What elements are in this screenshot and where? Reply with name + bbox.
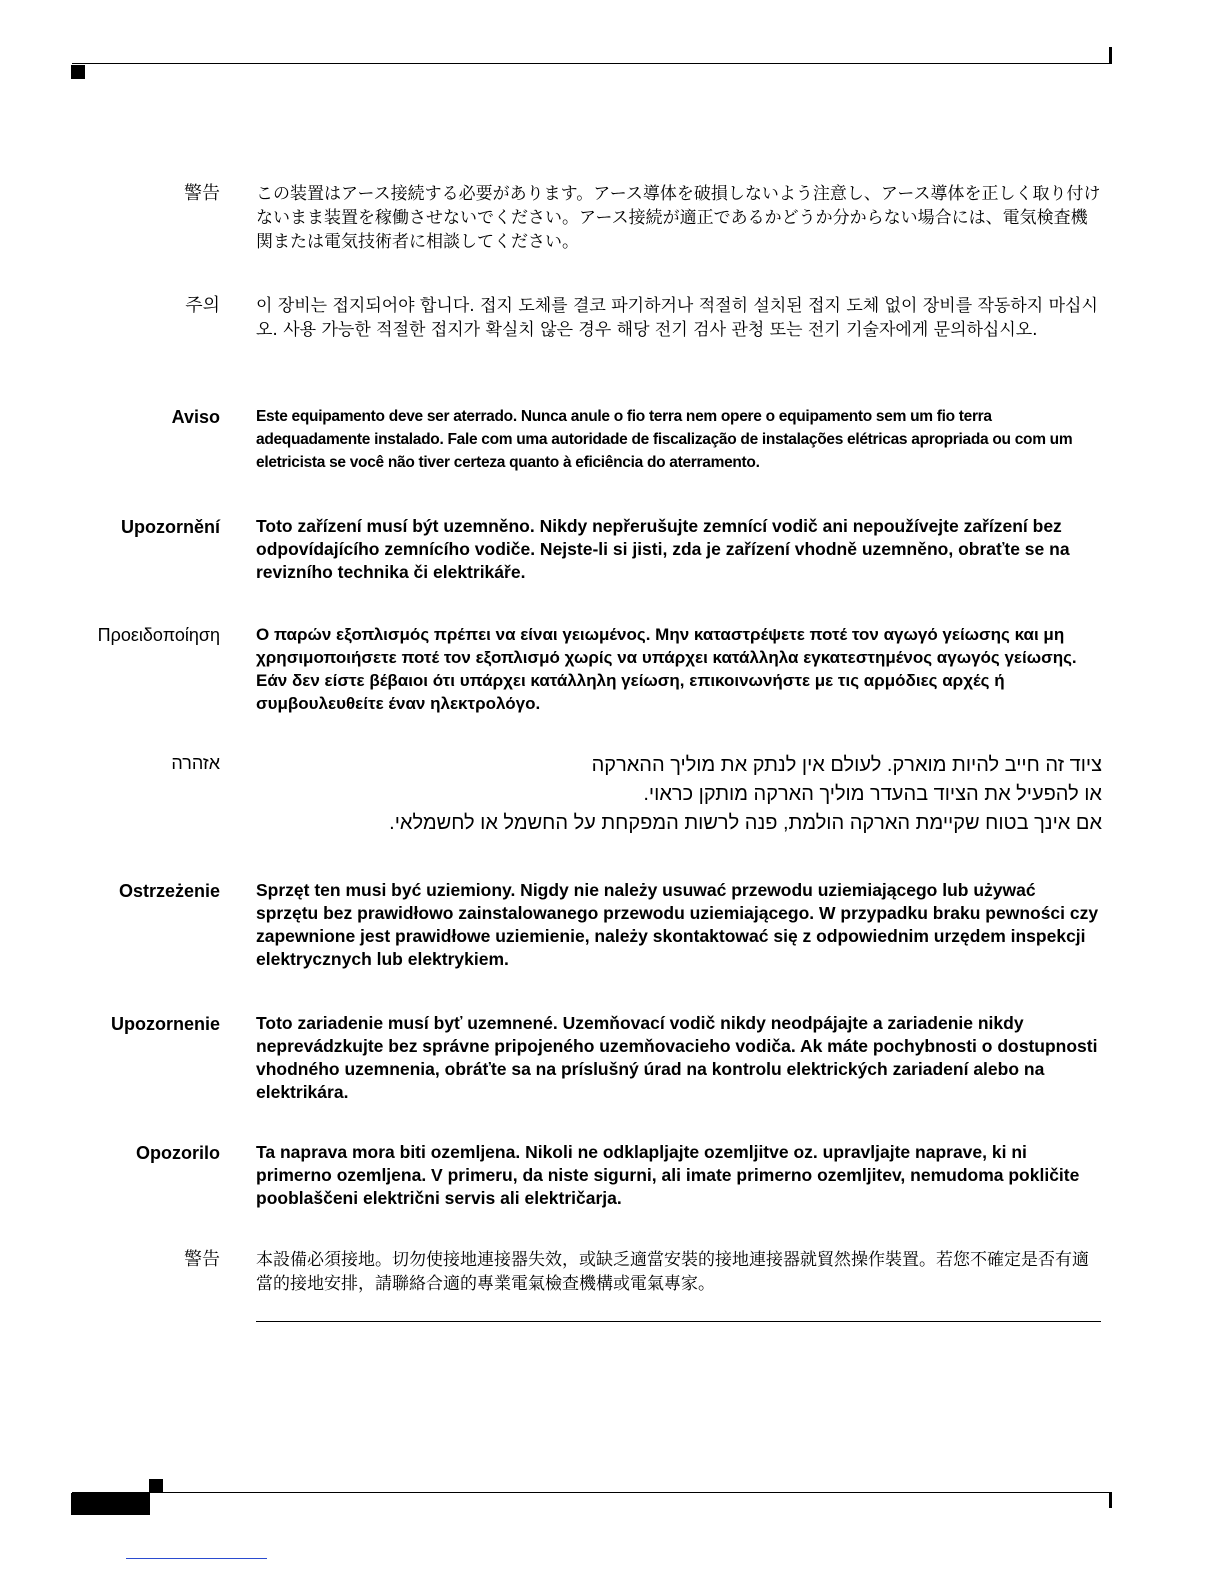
warning-slovenian (0, 1141, 1224, 1211)
warning-text: Toto zařízení musí být uzemněno. Nikdy nepřerušujte zemnící vodič ani nepoužívejte zařízení bez odpovídajícího zemnícího vodiče. Nejste-li si jisti, zda je zařízení vhodně uzemněno, obraťte se na revizního technika či elektrikáře. (256, 516, 1070, 582)
header-marker (71, 65, 85, 79)
warning-label: Upozornenie (110, 1014, 220, 1034)
warning-text-line: ציוד זה חייב להיות מוארק. לעולם אין לנתק את מוליך ההארקה (591, 754, 1102, 776)
footer-rule (72, 1492, 1112, 1493)
warning-label: Ostrzeżenie (118, 881, 220, 901)
warning-text: Sprzęt ten musi być uziemiony. Nigdy nie należy usuwać przewodu uziemiającego lub używać sprzętu bez prawidłowo zainstalowanego przewodu uziemiającego. W przypadku braku pewności czy zapewnione jest prawidłowe uziemienie, należy skontaktować się z odpowiednim urzędem inspekcji elektrycznych lub elektrykiem. (256, 880, 1099, 969)
warning-label: Upozornění (121, 517, 220, 537)
warning-label: 警告 (184, 183, 220, 204)
warning-label: אזהרה (171, 753, 220, 773)
warning-text: この装置はアース接続する必要があります。アース導体を破損しないよう注意し、アース導体を正しく取り付けないまま装置を稼働させないでください。アース接続が適正であるかどうか分からない場合には、電気検査機関または電気技術者に相談してください。 (256, 184, 1101, 252)
warning-label: Aviso (171, 407, 220, 427)
warning-text: Ta naprava mora biti ozemljena. Nikoli ne odklapljajte ozemljitve oz. upravljajte naprave, ki ni primerno ozemljena. V primeru, da niste sigurni, ali imate primerno ozemljitev, nemudoma pokličite pooblaščeni električni servis ali električarja. (256, 1142, 1080, 1208)
warning-text (256, 751, 1102, 838)
warning-text: Ο παρών εξοπλισμός πρέπει να είναι γειωμένος. Μην καταστρέψετε ποτέ τον αγωγό γείωσης και μη χρησιμοποιήσετε ποτέ τον εξοπλισμό χωρίς να υπάρχει κατάλληλα εγκατεστημένος αγωγός γείωσης. Εάν δεν είστε βέβαιοι ότι υπάρχει κατάλληλη γείωση, επικοινωνήστε με τις αρμόδιες αρχές ή συμβουλευθείτε έναν ηλεκτρολόγο. (256, 625, 1077, 713)
warning-portuguese (0, 405, 1224, 474)
warning-hebrew (0, 751, 1224, 842)
warning-korean (0, 294, 1224, 366)
warning-greek (0, 623, 1224, 715)
header-rule (72, 63, 1112, 64)
warning-czech (0, 515, 1224, 585)
footer-link-underline (126, 1558, 267, 1559)
section-end-rule (256, 1321, 1101, 1322)
warning-label: 警告 (184, 1249, 220, 1270)
warning-text: 이 장비는 접지되어야 합니다. 접지 도체를 결코 파기하거나 적절히 설치된 접지 도체 없이 장비를 작동하지 마십시오. 사용 가능한 적절한 접지가 확실치 않은 경우 해당 전기 검사 관청 또는 전기 기술자에게 문의하십시오. (256, 296, 1098, 340)
warning-label: Opozorilo (136, 1143, 220, 1163)
warning-polish (0, 879, 1224, 971)
footer-page-block (71, 1493, 150, 1515)
footer-tick (1109, 1493, 1112, 1508)
warning-list (0, 182, 1224, 1296)
warning-text: Este equipamento deve ser aterrado. Nunca anule o fio terra nem opere o equipamento sem um fio terra adequadamente instalado. Fale com uma autoridade de fiscalização de instalações elétricas apropriada ou com um eletricista se você não tiver certeza quanto à eficiência do aterramento. (256, 408, 1073, 471)
warning-text-line: או להפעיל את הציוד בהעדר מוליך הארקה מותקן כראוי. (643, 783, 1102, 805)
warning-chinese (0, 1248, 1224, 1296)
warning-label: 주의 (185, 295, 220, 316)
footer-marker (149, 1479, 163, 1493)
warning-slovak (0, 1012, 1224, 1104)
warning-text-line: אם אינך בטוח שקיימת הארקה הולמת, פנה לרשות המפקחת על החשמל או לחשמלאי. (389, 812, 1102, 834)
warning-text: Toto zariadenie musí byť uzemnené. Uzemňovací vodič nikdy neodpájajte a zariadenie nikdy neprevádzkujte bez správne pripojeného uzemňovacieho vodiča. Ak máte pochybnosti o dostupnosti vhodného uzemnenia, obráťte sa na príslušný úrad na kontrolu elektrických zariadení alebo na elektrikára. (256, 1013, 1098, 1102)
warning-japanese (0, 182, 1224, 254)
warning-label: Προειδοποίηση (97, 625, 220, 645)
header-tick (1109, 47, 1112, 63)
warning-text: 本設備必須接地。切勿使接地連接器失效，或缺乏適當安裝的接地連接器就貿然操作裝置。若您不確定是否有適當的接地安排，請聯絡合適的專業電氣檢查機構或電氣專家。 (256, 1250, 1089, 1294)
